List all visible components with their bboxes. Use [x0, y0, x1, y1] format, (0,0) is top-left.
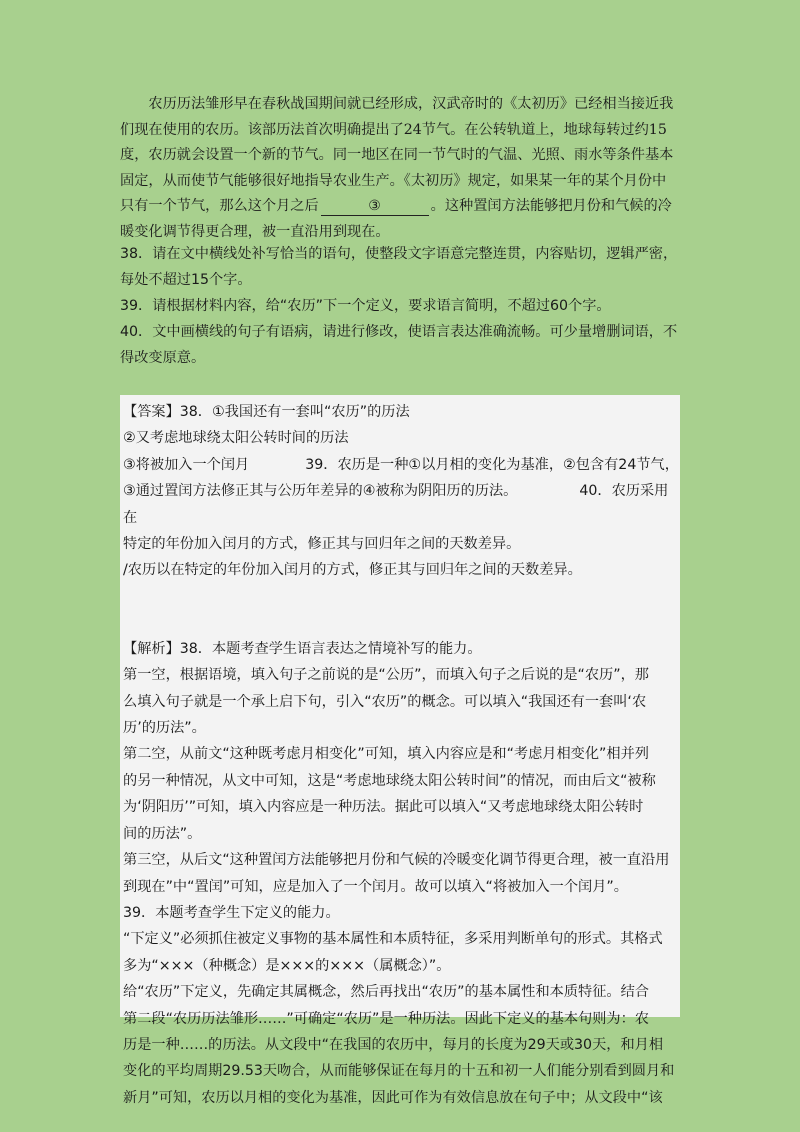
- answer-line: [123, 452, 680, 478]
- analysis-line: 39．本题考查学生下定义的能力。: [123, 904, 340, 921]
- answer-text: ③将被加入一个闰月: [123, 456, 250, 473]
- question-40: 40．文中画横线的句子有语病，请进行修改，使语言表达准确流畅。可少量增删词语，不得改变原意。: [120, 324, 678, 366]
- passage-text: 只有一个节气，那么这个月之后: [120, 198, 319, 215]
- question-39: 39．请根据材料内容，给“农历”下一个定义，要求语言简明，不超过60个字。: [120, 298, 611, 314]
- answer-text: 39．农历是一种①以月相的变化为基准，②包含有24节气，: [305, 456, 679, 473]
- analysis-line: 历’的历法”。: [123, 720, 206, 737]
- analysis-line: 【解析】38．本题考查学生语言表达之情境补写的能力。: [123, 640, 482, 657]
- answer-line: /农历以在特定的年份加入闰月的方式，修正其与回归年之间的天数差异。: [123, 562, 582, 579]
- analysis-line: 到现在”中“置闰”可知，应是加入了一个闰月。故可以填入“将被加入一个闰月”。: [123, 878, 628, 895]
- analysis-line: 给“农历”下定义，先确定其属概念，然后再找出“农历”的基本属性和本质特征。结合: [123, 984, 649, 1001]
- passage-line: [120, 194, 680, 220]
- analysis-line: 多为“×××（种概念）是×××的×××（属概念）”。: [123, 957, 451, 974]
- answer-line: [123, 478, 680, 531]
- passage-line: 固定，从而使节气能够很好地指导农业生产。《太初历》规定，如果某一年的某个月份中: [120, 172, 667, 189]
- passage-line: 暖变化调节得更合理，被一直沿用到现在。: [120, 223, 390, 240]
- analysis-line: 为‘阴阳历’”可知，填入内容应是一种历法。据此可以填入“又考虑地球绕太阳公转时: [123, 799, 644, 816]
- analysis-line: 第二空，从前文“这种既考虑月相变化”可知，填入内容应是和“考虑月相变化”相并列: [123, 746, 649, 763]
- analysis-line: 么填入句子就是一个承上启下句，引入“农历”的概念。可以填入“我国还有一套叫‘农: [123, 693, 647, 710]
- analysis-line: “下定义”必须抓住被定义事物的基本属性和本质特征，多采用判断单句的形式。其格式: [123, 931, 663, 948]
- passage-text: 。这种置闰方法能够把月份和气候的冷: [430, 198, 672, 215]
- reading-passage: [120, 92, 680, 246]
- answer-text: ③通过置闰方法修正其与公历年差异的④被称为阴阳历的历法。: [123, 483, 518, 500]
- passage-line: 农历历法雏形早在春秋战国期间就已经形成，汉武帝时的《太初历》已经相当接近我: [148, 96, 674, 112]
- answer-line: ②又考虑地球绕太阳公转时间的历法: [123, 430, 349, 447]
- analysis-line: 间的历法”。: [123, 825, 202, 842]
- passage-line: 度，农历就会设置一个新的节气。同一地区在同一节气时的气温、光照、雨水等条件基本: [120, 147, 674, 164]
- analysis-line: 第三空，从后文“这种置闰方法能够把月份和气候的冷暖变化调节得更合理，被一直沿用: [123, 852, 670, 869]
- fill-blank-3: ③: [321, 197, 429, 216]
- question-38: 38．请在文中横线处补写恰当的语句，使整段文字语意完整连贯，内容贴切，逻辑严密，每处不超过15个字。: [120, 246, 678, 288]
- analysis-line: 新月”可知，农历以月相的变化为基准，因此可作为有效信息放在句子中；从文段中“该: [123, 1089, 663, 1106]
- analysis-line: 的另一种情况，从文中可知，这是“考虑地球绕太阳公转时间”的情况，而由后文“被称: [123, 772, 656, 789]
- analysis-line: 历是一种……的历法。从文段中“在我国的农历中，每月的长度为29天或30天，和月相: [123, 1036, 664, 1053]
- answer-text: 40．农历采用在: [123, 483, 669, 526]
- answer-analysis-panel: [120, 395, 680, 1106]
- answer-line: 【答案】38．①我国还有一套叫“农历”的历法: [123, 404, 410, 420]
- passage-line: 们现在使用的农历。该部历法首次明确提出了24节气。在公转轨道上，地球每转过约15: [120, 121, 667, 138]
- analysis-line: 第二段“农历历法雏形……”可确定“农历”是一种历法。因此下定义的基本句则为：农: [123, 1010, 649, 1027]
- analysis-line: 变化的平均周期29.53天吻合，从而能够保证在每月的十五和初一人们能分别看到圆月和: [123, 1063, 675, 1080]
- analysis-line: 第一空，根据语境，填入句子之前说的是“公历”，而填入句子之后说的是“农历”，那: [123, 667, 649, 684]
- answer-line: 特定的年份加入闰月的方式，修正其与回归年之间的天数差异。: [123, 536, 521, 553]
